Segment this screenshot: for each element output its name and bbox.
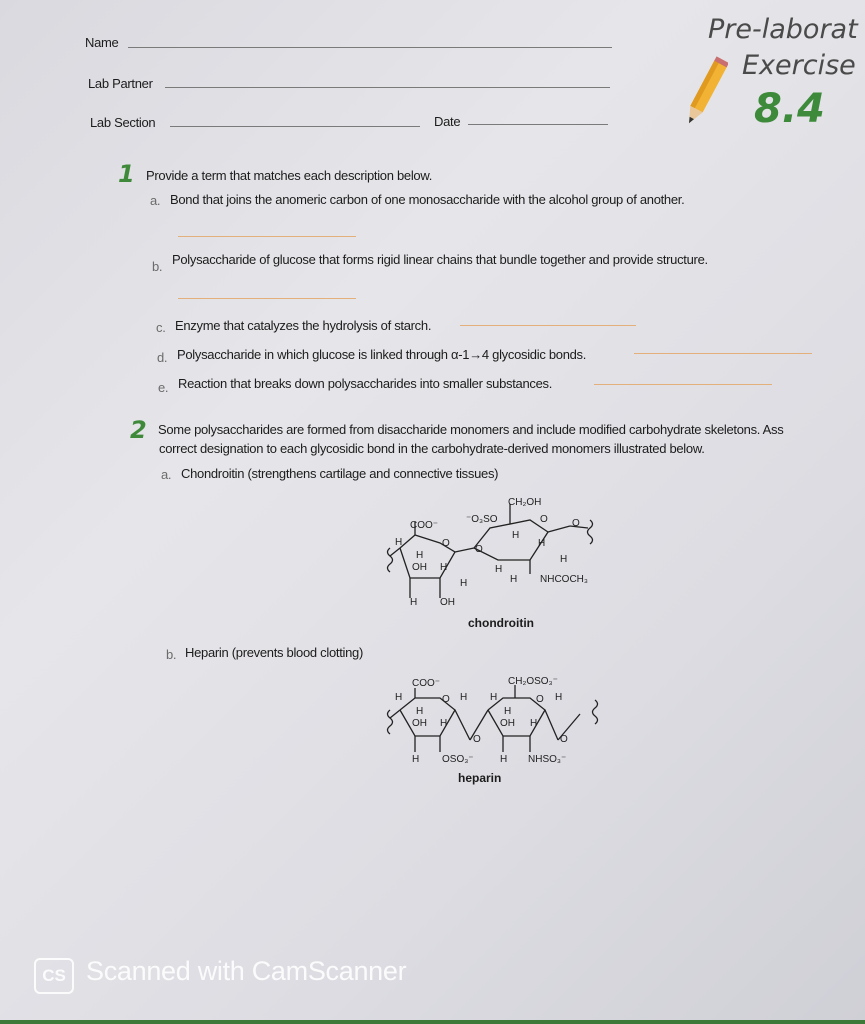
chondroitin-nhcoch3: NHCOCH₃: [540, 574, 588, 585]
date-label: Date: [434, 114, 461, 129]
heparin-h5: H: [416, 706, 424, 717]
heparin-h1: H: [460, 692, 468, 703]
q1b-answer-line[interactable]: [178, 298, 356, 299]
heparin-h9: H: [412, 754, 420, 765]
chondroitin-h3: H: [440, 562, 448, 573]
heparin-o4: O: [560, 734, 568, 745]
q2b-text: Heparin (prevents blood clotting): [185, 645, 363, 660]
lab-partner-label: Lab Partner: [88, 76, 153, 91]
heparin-structure: [370, 670, 640, 770]
heparin-oh2: OH: [500, 718, 515, 729]
q1a-text: Bond that joins the anomeric carbon of one monosaccharide with the alcohol group of another.: [170, 192, 685, 207]
chondroitin-o-end: O: [572, 518, 580, 529]
chondroitin-h7: H: [538, 538, 546, 549]
q1c-answer-line[interactable]: [460, 325, 636, 326]
chondroitin-ch2oh: CH₂OH: [508, 497, 542, 508]
chondroitin-h6: H: [512, 530, 520, 541]
camscanner-logo: CS: [34, 958, 74, 994]
chondroitin-oh1: OH: [412, 562, 427, 573]
chondroitin-oh2: OH: [440, 597, 455, 608]
lab-partner-line[interactable]: [165, 87, 610, 88]
chondroitin-h4: H: [460, 578, 468, 589]
q1b-letter: b.: [152, 259, 163, 274]
heparin-o2: O: [536, 694, 544, 705]
q1d-letter: d.: [157, 350, 168, 365]
q1d-text: Polysaccharide in which glucose is linked through α-1→4 glycosidic bonds.: [177, 347, 587, 362]
q1d-answer-line[interactable]: [634, 353, 812, 354]
heparin-o1: O: [442, 694, 450, 705]
heparin-nhso3: NHSO₃⁻: [528, 754, 567, 765]
chondroitin-h8: H: [495, 564, 503, 575]
heparin-oso3: OSO₃⁻: [442, 754, 474, 765]
heparin-h10: H: [500, 754, 508, 765]
chondroitin-structure: [370, 490, 640, 615]
date-line[interactable]: [468, 124, 608, 125]
q1-prompt: Provide a term that matches each description below.: [146, 168, 433, 183]
q1e-letter: e.: [158, 380, 169, 395]
pencil-icon: [680, 55, 728, 135]
title-line1: Pre-laborat: [708, 14, 858, 45]
chondroitin-h1: H: [395, 537, 403, 548]
q1b-text: Polysaccharide of glucose that forms rigid linear chains that bundle together and provide structure.: [172, 252, 708, 267]
q1c-text: Enzyme that catalyzes the hydrolysis of starch.: [175, 318, 432, 333]
chondroitin-h5: H: [410, 597, 418, 608]
q2b-letter: b.: [166, 647, 177, 662]
camscanner-watermark: Scanned with CamScanner: [86, 956, 407, 986]
q1a-letter: a.: [150, 193, 161, 208]
q1a-answer-line[interactable]: [178, 236, 356, 237]
heparin-coo: COO⁻: [412, 678, 441, 689]
heparin-h3: H: [555, 692, 563, 703]
chondroitin-caption: chondroitin: [468, 616, 534, 630]
heparin-caption: heparin: [458, 771, 502, 785]
chondroitin-o3so: ⁻O₃SO: [466, 514, 498, 525]
q2a-text: Chondroitin (strengthens cartilage and connective tissues): [181, 466, 499, 481]
exercise-number: 8.4: [754, 86, 825, 132]
heparin-oh1: OH: [412, 718, 427, 729]
name-line[interactable]: [128, 47, 612, 48]
heparin-h8: H: [530, 718, 538, 729]
chondroitin-coo: COO⁻: [410, 520, 439, 531]
q1c-letter: c.: [156, 320, 166, 335]
chondroitin-o-link: O: [475, 544, 483, 555]
title-line2: Exercise: [742, 50, 856, 81]
lab-section-line[interactable]: [170, 126, 420, 127]
heparin-h7: H: [504, 706, 512, 717]
q2-prompt-line1: Some polysaccharides are formed from disaccharide monomers and include modified carbohydrate skeletons. Ass: [158, 422, 784, 437]
name-label: Name: [85, 35, 119, 50]
heparin-o3: O: [473, 734, 481, 745]
chondroitin-o-left: O: [442, 538, 450, 549]
bottom-green-edge: [0, 1020, 865, 1024]
q1-number: 1: [118, 160, 135, 188]
heparin-h2: H: [490, 692, 498, 703]
chondroitin-h2: H: [416, 550, 424, 561]
q2-number: 2: [130, 416, 147, 444]
chondroitin-h9: H: [560, 554, 568, 565]
heparin-h4: H: [395, 692, 403, 703]
q2a-letter: a.: [161, 467, 172, 482]
chondroitin-o-right: O: [540, 514, 548, 525]
heparin-h6: H: [440, 718, 448, 729]
q1e-answer-line[interactable]: [594, 384, 772, 385]
chondroitin-h10: H: [510, 574, 518, 585]
heparin-ch2oso3: CH₂OSO₃⁻: [508, 676, 558, 687]
q2-prompt-line2: correct designation to each glycosidic bond in the carbohydrate-derived monomers illustrated below.: [159, 441, 705, 456]
lab-section-label: Lab Section: [90, 115, 156, 130]
q1e-text: Reaction that breaks down polysaccharides into smaller substances.: [178, 376, 553, 391]
